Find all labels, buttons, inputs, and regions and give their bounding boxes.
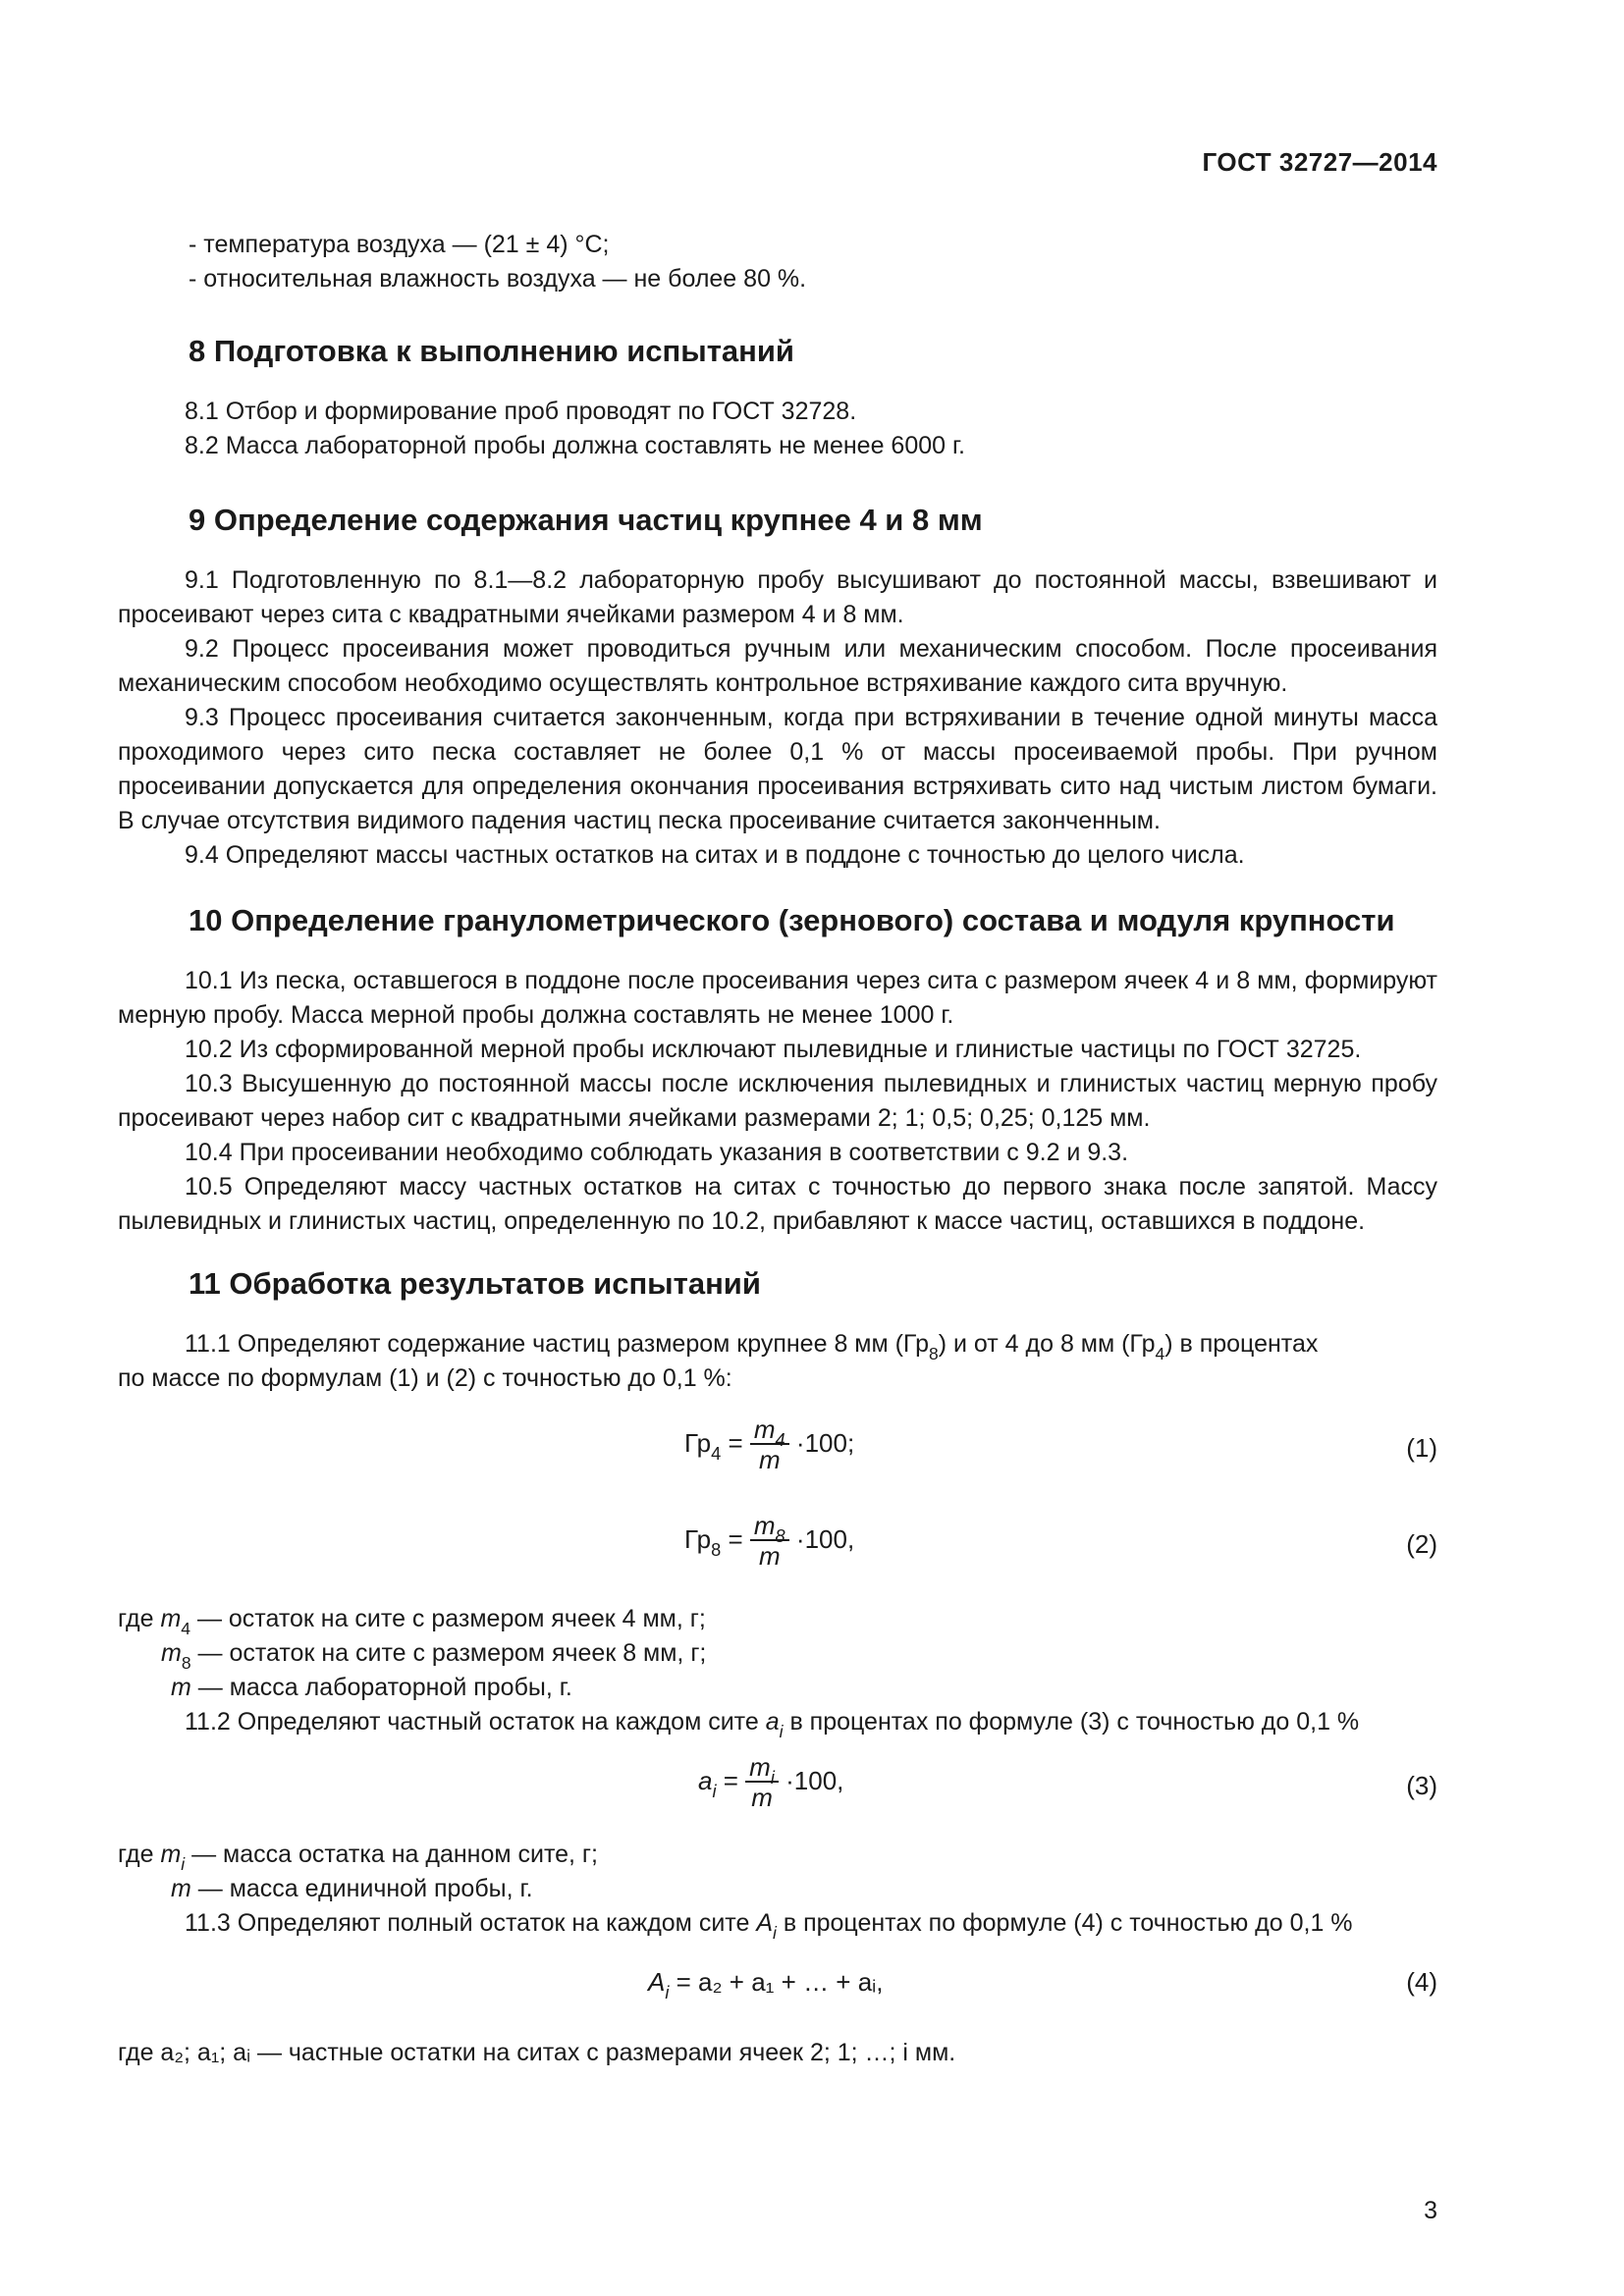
f3-rest: ·100,	[785, 1765, 844, 1795]
f2-num: m	[753, 1511, 776, 1540]
f1-num: m	[753, 1415, 776, 1444]
where-1-line-2: $m_8$ — остаток на сите с размером ячеек 8 мм, г;	[161, 1639, 707, 1673]
para-9-4: 9.4 Определяют массы частных остатков на ситах и в поддоне с точностью до целого числа.	[185, 841, 1245, 869]
where-block-2	[118, 1838, 1437, 1941]
formula-2: $Гр_8$ = $\frac{m_8}{m}$ ·100, (2)	[684, 1511, 1437, 1571]
where-2-line-2: m — масса единичной пробы, г.	[171, 1875, 533, 1902]
section-10-title: 10 Определение гранулометрического (зернового) состава и модуля крупности	[189, 903, 1395, 937]
para-10-3: 10.3 Высушенную до постоянной массы после исключения пылевидных и глинистых частиц мерную пробу просеивают через набор сит с квадратными ячейками размерами 2; 1; 0,5; 0,25; 0,125 мм.	[118, 1070, 1437, 1132]
para-10-2: 10.2 Из сформированной мерной пробы исключают пылевидные и глинистые частицы по ГОСТ 32725.	[185, 1036, 1362, 1063]
env-temp: - температура воздуха — (21 ± 4) °C;	[189, 231, 610, 258]
where-block-1	[118, 1602, 1437, 1739]
para-9-1: 9.1 Подготовленную по 8.1—8.2 лабораторную пробу высушивают до постоянной массы, взвешивают и просеивают через сита с квадратными ячейками размером 4 и 8 мм.	[118, 566, 1437, 628]
env-conditions	[118, 228, 1437, 296]
f1-lhs-sub: 4	[711, 1444, 722, 1465]
f3-fraction	[745, 1753, 779, 1812]
para-10-5: 10.5 Определяют массу частных остатков на ситах с точностью до первого знака после запятой. Массу пылевидных и глинистых частиц, определенную по 10.2, прибавляют к массе частиц, оставшихся в поддоне.	[118, 1173, 1437, 1235]
section-8-body	[118, 395, 1437, 463]
para-11-1-sub2: 4	[1155, 1343, 1165, 1363]
f1-lhs: Гр	[684, 1427, 712, 1458]
f4-number: (4)	[1406, 1967, 1437, 1997]
f1-num-sub: 4	[775, 1430, 785, 1451]
section-9-body	[118, 563, 1437, 873]
f2-den: m	[758, 1541, 781, 1571]
formula-1: $Гр_4$ = $\frac{m_4}{m}$ ·100; (1)	[684, 1415, 1437, 1474]
f1-rest: ·100;	[795, 1427, 855, 1458]
para-8-1: 8.1 Отбор и формирование проб проводят по ГОСТ 32728.	[185, 398, 857, 425]
where-block-3	[118, 2036, 1437, 2070]
para-10-4: 10.4 При просеивании необходимо соблюдать указания в соответствии с 9.2 и 9.3.	[185, 1139, 1129, 1166]
para-11-1-a: 11.1 Определяют содержание частиц размером крупнее 8 мм (Гр	[185, 1330, 929, 1358]
formula-3: $a_i$ = $\frac{m_i}{m}$ ·100, (3)	[698, 1752, 1437, 1812]
section-11-title: 11 Обработка результатов испытаний	[189, 1266, 761, 1301]
document-id: ГОСТ 32727—2014	[1202, 147, 1437, 177]
f3-lhs: a	[698, 1765, 713, 1795]
f3-number: (3)	[1406, 1771, 1437, 1800]
para-11-1-sub1: 8	[928, 1343, 939, 1363]
f4-rhs: = a₂ + a₁ + … + aᵢ,	[676, 1967, 884, 1997]
para-11-1-b: ) и от 4 до 8 мм (Гр	[938, 1330, 1156, 1358]
f1-den: m	[758, 1445, 781, 1474]
f2-lhs: Гр	[684, 1523, 712, 1554]
para-8-2: 8.2 Масса лабораторной пробы должна составлять не менее 6000 г.	[185, 432, 966, 459]
para-11-1-line2: по массе по формулам (1) и (2) с точностью до 0,1 %:	[118, 1364, 732, 1392]
f2-number: (2)	[1406, 1529, 1437, 1559]
f3-num: m	[749, 1752, 771, 1782]
section-10-body	[118, 964, 1437, 1239]
para-9-2: 9.2 Процесс просеивания может проводиться ручным или механическим способом. После просеивания механическим способом необходимо осуществлять контрольное встряхивание каждого сита вручную.	[118, 635, 1437, 697]
f1-number: (1)	[1406, 1433, 1437, 1463]
env-humidity: - относительная влажность воздуха — не более 80 %.	[189, 265, 807, 293]
where-2-line-1: где $m_i$ — масса остатка на данном сите, г;	[118, 1841, 598, 1874]
f3-num-sub: i	[770, 1768, 775, 1789]
f1-fraction	[750, 1415, 789, 1474]
f2-rest: ·100,	[795, 1523, 855, 1554]
para-11-1-c: ) в процентах	[1164, 1330, 1319, 1358]
section-8-title: 8 Подготовка к выполнению испытаний	[189, 334, 794, 368]
para-10-1: 10.1 Из песка, оставшегося в поддоне после просеивания через сита с размером ячеек 4 и 8 мм, формируют мерную пробу. Масса мерной пробы должна составлять не менее 1000 г.	[118, 967, 1437, 1029]
f4-lhs: A	[648, 1967, 666, 1997]
where-1-line-3: m — масса лабораторной пробы, г.	[171, 1674, 572, 1701]
formula-4	[118, 1967, 1437, 2010]
para-9-3: 9.3 Процесс просеивания считается законченным, когда при встряхивании в течение одной минуты масса проходимого через сито песка составляет не более 0,1 % от массы просеиваемой пробы. При ручном просеивании допускается для определения окончания просеивания встряхивать сито над чистым листом бумаги. В случае отсутствия видимого падения частиц песка просеивание считается законченным.	[118, 704, 1437, 834]
f4-lhs-sub: i	[665, 1983, 670, 2003]
f2-lhs-sub: 8	[711, 1540, 722, 1561]
f3-lhs-sub: i	[712, 1782, 717, 1802]
f2-num-sub: 8	[775, 1526, 785, 1547]
para-11-3: 11.3 Определяют полный остаток на каждом сите $A_i$ в процентах по формуле (4) с точностью до 0,1 %	[185, 1909, 1353, 1943]
page-number: 3	[1424, 2197, 1437, 2224]
f3-den: m	[751, 1783, 773, 1812]
where-1-line-1: где $m_4$ — остаток на сите с размером ячеек 4 мм, г;	[118, 1605, 706, 1638]
f2-fraction	[750, 1512, 789, 1571]
para-11-1	[118, 1327, 1437, 1396]
where-3-line-1: где a₂; a₁; aᵢ — частные остатки на ситах с размерами ячеек 2; 1; …; i мм.	[118, 2039, 956, 2066]
section-9-title: 9 Определение содержания частиц крупнее 4 и 8 мм	[189, 503, 983, 537]
para-11-2: 11.2 Определяют частный остаток на каждом сите $a_i$ в процентах по формуле (3) с точностью до 0,1 %	[185, 1708, 1360, 1741]
